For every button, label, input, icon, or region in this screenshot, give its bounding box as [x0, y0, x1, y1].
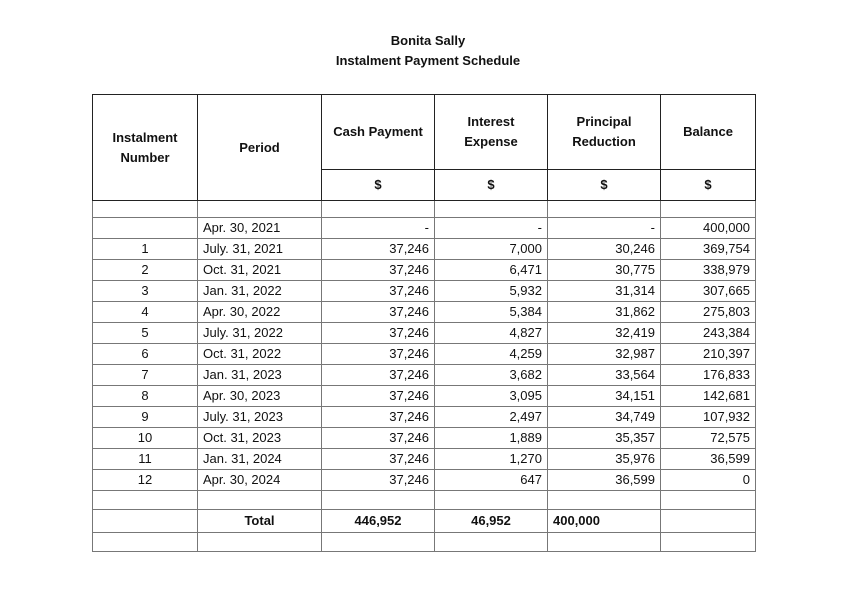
spacer-row [93, 201, 756, 218]
cell-period: Jan. 31, 2022 [198, 281, 322, 302]
table-row [93, 428, 756, 449]
currency-balance: $ [661, 169, 756, 200]
currency-cash: $ [322, 169, 435, 200]
total-principal-reduction: 400,000 [548, 510, 661, 533]
table-row [93, 344, 756, 365]
header-balance: Balance [661, 95, 756, 170]
empty-cell [661, 201, 756, 218]
table-row [93, 218, 756, 239]
cell-balance: 210,397 [661, 344, 756, 365]
cell-period: July. 31, 2023 [198, 407, 322, 428]
cell-period: Jan. 31, 2023 [198, 365, 322, 386]
empty-cell [93, 491, 198, 510]
cell-balance: 107,932 [661, 407, 756, 428]
empty-cell [93, 510, 198, 533]
cell-instalment-number [93, 218, 198, 239]
table-row [93, 260, 756, 281]
table-row [93, 470, 756, 491]
cell-cash-payment: 37,246 [322, 239, 435, 260]
header-cash-payment: Cash Payment [322, 95, 435, 170]
cell-cash-payment: 37,246 [322, 449, 435, 470]
cell-period: Apr. 30, 2022 [198, 302, 322, 323]
table-row [93, 407, 756, 428]
cell-instalment-number: 3 [93, 281, 198, 302]
cell-interest-expense: 7,000 [435, 239, 548, 260]
cell-balance: 275,803 [661, 302, 756, 323]
cell-cash-payment: 37,246 [322, 302, 435, 323]
cell-principal-reduction: - [548, 218, 661, 239]
cell-principal-reduction: 32,419 [548, 323, 661, 344]
cell-interest-expense: - [435, 218, 548, 239]
total-label: Total [198, 510, 322, 533]
schedule-rows [93, 218, 756, 491]
cell-period: July. 31, 2021 [198, 239, 322, 260]
cell-principal-reduction: 32,987 [548, 344, 661, 365]
company-name: Bonita Sally [390, 33, 466, 48]
cell-instalment-number: 4 [93, 302, 198, 323]
cell-instalment-number: 9 [93, 407, 198, 428]
cell-balance: 338,979 [661, 260, 756, 281]
cell-cash-payment: 37,246 [322, 428, 435, 449]
cell-cash-payment: 37,246 [322, 365, 435, 386]
empty-cell [322, 491, 435, 510]
spacer-row [93, 491, 756, 510]
cell-instalment-number: 11 [93, 449, 198, 470]
cell-interest-expense: 6,471 [435, 260, 548, 281]
cell-principal-reduction: 31,314 [548, 281, 661, 302]
cell-principal-reduction: 36,599 [548, 470, 661, 491]
table-row [93, 386, 756, 407]
empty-cell [661, 491, 756, 510]
cell-balance: 307,665 [661, 281, 756, 302]
cell-interest-expense: 3,095 [435, 386, 548, 407]
cell-instalment-number: 6 [93, 344, 198, 365]
empty-cell [198, 533, 322, 552]
header-period: Period [198, 95, 322, 201]
cell-instalment-number: 7 [93, 365, 198, 386]
cell-balance: 243,384 [661, 323, 756, 344]
cell-principal-reduction: 35,357 [548, 428, 661, 449]
cell-instalment-number: 12 [93, 470, 198, 491]
cell-principal-reduction: 30,246 [548, 239, 661, 260]
cell-period: Jan. 31, 2024 [198, 449, 322, 470]
empty-cell [93, 533, 198, 552]
cell-interest-expense: 5,932 [435, 281, 548, 302]
table-row [93, 239, 756, 260]
cell-interest-expense: 3,682 [435, 365, 548, 386]
cell-instalment-number: 10 [93, 428, 198, 449]
total-interest-expense: 46,952 [435, 510, 548, 533]
empty-cell [198, 201, 322, 218]
cell-balance: 400,000 [661, 218, 756, 239]
cell-balance: 36,599 [661, 449, 756, 470]
empty-cell [661, 533, 756, 552]
cell-instalment-number: 2 [93, 260, 198, 281]
cell-principal-reduction: 30,775 [548, 260, 661, 281]
cell-instalment-number: 8 [93, 386, 198, 407]
cell-cash-payment: - [322, 218, 435, 239]
cell-period: Apr. 30, 2021 [198, 218, 322, 239]
empty-cell [322, 201, 435, 218]
cell-cash-payment: 37,246 [322, 386, 435, 407]
total-row [93, 510, 756, 533]
currency-principal: $ [548, 169, 661, 200]
cell-interest-expense: 4,827 [435, 323, 548, 344]
header-instalment-number: Instalment Number [93, 95, 198, 201]
empty-cell [548, 533, 661, 552]
table-row [93, 323, 756, 344]
cell-balance: 142,681 [661, 386, 756, 407]
table-row [93, 449, 756, 470]
cell-balance: 369,754 [661, 239, 756, 260]
empty-cell [548, 491, 661, 510]
spacer-row [93, 533, 756, 552]
cell-interest-expense: 1,889 [435, 428, 548, 449]
empty-cell [93, 201, 198, 218]
cell-period: Apr. 30, 2024 [198, 470, 322, 491]
cell-period: July. 31, 2022 [198, 323, 322, 344]
cell-principal-reduction: 35,976 [548, 449, 661, 470]
empty-cell [322, 533, 435, 552]
cell-instalment-number: 5 [93, 323, 198, 344]
cell-cash-payment: 37,246 [322, 344, 435, 365]
table-row [93, 281, 756, 302]
header-principal-reduction: Principal Reduction [548, 95, 661, 170]
cell-cash-payment: 37,246 [322, 260, 435, 281]
cell-interest-expense: 4,259 [435, 344, 548, 365]
cell-period: Oct. 31, 2023 [198, 428, 322, 449]
cell-balance: 72,575 [661, 428, 756, 449]
header-row [93, 95, 756, 170]
cell-period: Oct. 31, 2022 [198, 344, 322, 365]
cell-interest-expense: 1,270 [435, 449, 548, 470]
empty-cell [435, 533, 548, 552]
cell-principal-reduction: 33,564 [548, 365, 661, 386]
total-cash-payment: 446,952 [322, 510, 435, 533]
cell-period: Oct. 31, 2021 [198, 260, 322, 281]
cell-principal-reduction: 31,862 [548, 302, 661, 323]
cell-interest-expense: 2,497 [435, 407, 548, 428]
cell-period: Apr. 30, 2023 [198, 386, 322, 407]
empty-cell [198, 491, 322, 510]
instalment-schedule-table [92, 94, 756, 552]
cell-interest-expense: 647 [435, 470, 548, 491]
table-row [93, 365, 756, 386]
cell-cash-payment: 37,246 [322, 470, 435, 491]
cell-cash-payment: 37,246 [322, 407, 435, 428]
cell-principal-reduction: 34,151 [548, 386, 661, 407]
cell-interest-expense: 5,384 [435, 302, 548, 323]
empty-cell [435, 201, 548, 218]
header-interest-expense: Interest Expense [435, 95, 548, 170]
cell-balance: 176,833 [661, 365, 756, 386]
cell-cash-payment: 37,246 [322, 281, 435, 302]
empty-cell [548, 201, 661, 218]
cell-cash-payment: 37,246 [322, 323, 435, 344]
empty-cell [661, 510, 756, 533]
cell-balance: 0 [661, 470, 756, 491]
empty-cell [435, 491, 548, 510]
cell-principal-reduction: 34,749 [548, 407, 661, 428]
currency-interest: $ [435, 169, 548, 200]
cell-instalment-number: 1 [93, 239, 198, 260]
table-row [93, 302, 756, 323]
schedule-title: Instalment Payment Schedule [335, 53, 521, 68]
